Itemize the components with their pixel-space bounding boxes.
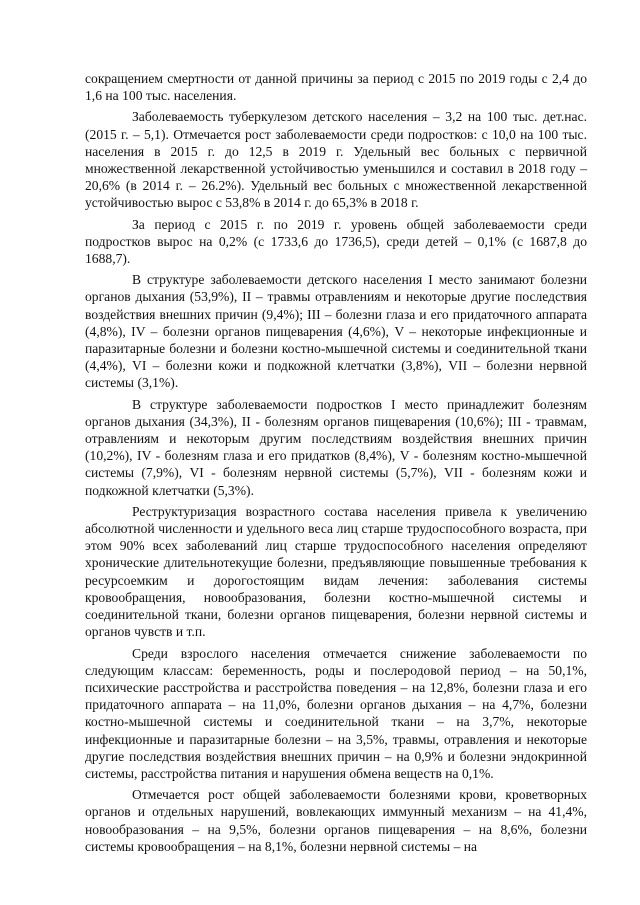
document-page (85, 70, 587, 859)
paragraph-population-restructuring: Реструктуризация возрастного состава населения привела к увеличению абсолютной численности и удельного веса лиц старше трудоспособного возраста, при этом 90% всех заболеваний лиц старше трудоспособного населения определяют хронические длительнотекущие болезни, предъявляющие повышенные требования к ресурсоемким и дорогостоящим видам лечения: заболевания системы кровообращения, новообразования, болезни костно-мышечной системы и соединительной ткани, болезни органов пищеварения, болезни нервной системы и органов чувств и т.п. (85, 503, 587, 640)
paragraph-general-morbidity-trend: За период с 2015 г. по 2019 г. уровень общей заболеваемости среди подростков вырос на 0,2% (с 1733,6 до 1736,5), среди детей – 0,1% (с 1687,8 до 1688,7). (85, 216, 587, 267)
paragraph-child-tuberculosis: Заболеваемость туберкулезом детского населения – 3,2 на 100 тыс. дет.нас. (2015 г. – 5,1). Отмечается рост заболеваемости среди подростков: с 10,0 на 100 тыс. населения в 2015 г. до 12,5 в 2019 г. Удельный вес больных с первичной множественной лекарственной устойчивостью уменьшился и составил в 2018 году – 20,6% (в 2014 г. – 26.2%). Удельный вес больных с множественной лекарственной устойчивостью вырос с 53,8% в 2014 г. до 65,3% в 2018 г. (85, 109, 587, 211)
paragraph-child-morbidity-structure: В структуре заболеваемости детского населения I место занимают болезни органов дыхания (53,9%), II – травмы отравлениям и некоторые другие последствия воздействия внешних причин (9,4%); III – болезни глаза и его придаточного аппарата (4,8%), IV – болезни органов пищеварения (4,6%), V – некоторые инфекционные и паразитарные болезни и болезни костно-мышечной системы и соединительной ткани (4,4%), VI – болезни кожи и подкожной клетчатки (3,8%), VII – болезни нервной системы (3,1%). (85, 272, 587, 391)
paragraph-tb-mortality-continuation: сокращением смертности от данной причины за период с 2015 по 2019 годы с 2,4 до 1,6 на 100 тыс. населения. (85, 71, 587, 104)
paragraph-morbidity-increase: Отмечается рост общей заболеваемости болезнями крови, кроветворных органов и отдельных нарушений, вовлекающих иммунный механизм – на 41,4%, новообразования – на 9,5%, болезни органов пищеварения – на 8,6%, болезни системы кровообращения – на 8,1%, болезни нервной системы – на (85, 787, 587, 854)
paragraph-teen-morbidity-structure: В структуре заболеваемости подростков I место принадлежит болезням органов дыхания (34,3%), II - болезням органов пищеварения (10,6%); III - травмам, отравлениям и некоторым другим последствиям воздействия внешних причин (10,2%), IV - болезням глаза и его придатков (8,4%), V - болезням костно-мышечной системы (7,9%), VI - болезням нервной системы (5,7%), VII - болезням кожи и подкожной клетчатки (5,3%). (85, 396, 587, 498)
paragraph-adult-morbidity-decrease: Среди взрослого населения отмечается снижение заболеваемости по следующим классам: беременность, роды и послеродовой период – на 50,1%, психические расстройства и расстройства поведения – на 12,8%, болезни глаза и его придаточного аппарата – на 11,0%, болезни органов дыхания – на 4,7%, болезни костно-мышечной системы и соединительной ткани – на 3,7%, некоторые инфекционные и паразитарные болезни – на 3,5%, травмы, отравления и некоторые другие последствия воздействия внешних причин – на 0,9% и болезни эндокринной системы, расстройства питания и нарушения обмена веществ на 0,1%. (85, 645, 587, 781)
